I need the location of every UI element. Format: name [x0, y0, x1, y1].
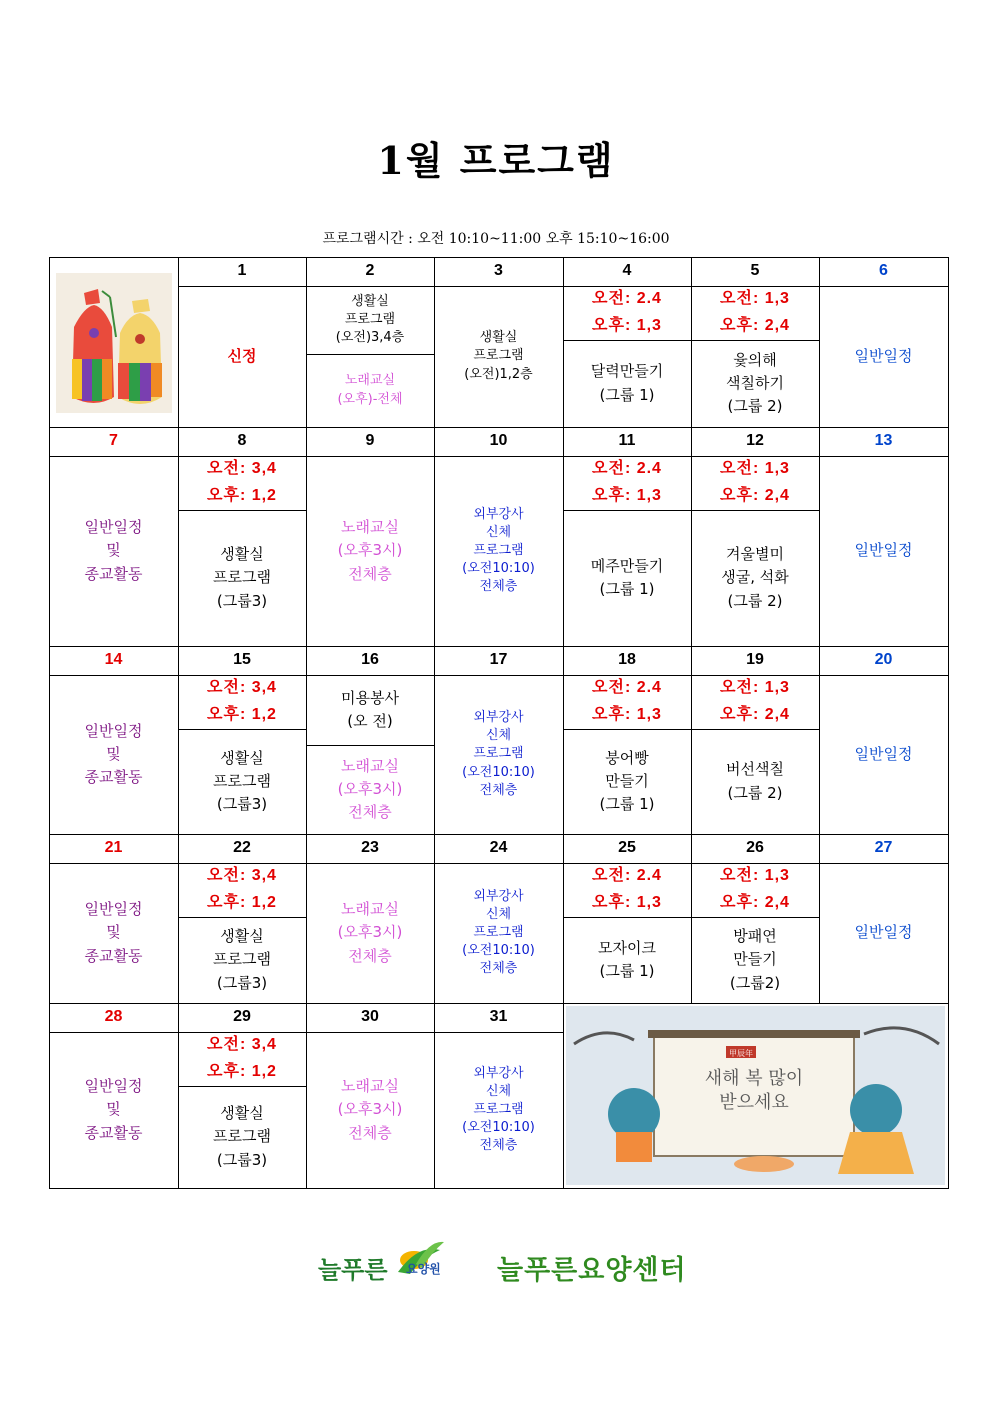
grid-line: [49, 1003, 948, 1004]
pm-group-d12: 오후: 2,4: [720, 487, 790, 505]
cell-line: 일반일정: [84, 518, 143, 537]
cell-line: 신체: [485, 728, 512, 744]
program-d26: [691, 917, 819, 1003]
grid-line: [434, 257, 435, 1003]
grid-line: [691, 340, 819, 341]
grid-line: [819, 257, 820, 1003]
cell-line: 전체층: [348, 1123, 392, 1142]
day-number-29: 29: [233, 1008, 251, 1026]
grid-line: [691, 257, 692, 1003]
cell-line: 생활실: [220, 545, 264, 564]
program-d15: [178, 729, 306, 834]
day-number-18: 18: [618, 651, 636, 669]
program-time: 프로그램시간 : 오전 10:10~11:00 오후 15:10~16:00: [322, 231, 670, 247]
cell-line: 신체: [485, 524, 512, 540]
grid-line: [49, 427, 948, 428]
cell-line: 윷의해: [733, 350, 777, 369]
program-d25: [563, 917, 691, 1003]
am-group-d29: 오전: 3,4: [207, 1036, 277, 1054]
cell-line: 버선색칠: [726, 760, 784, 779]
pm-group-d19: 오후: 2,4: [720, 706, 790, 724]
grid-line: [49, 257, 948, 258]
am-group-d12: 오전: 1,3: [720, 460, 790, 478]
program-d31: [434, 1032, 563, 1188]
cell-line: 종교활동: [84, 946, 143, 965]
new-year-dragon-icon: [564, 1004, 947, 1187]
page-title: 1월 프로그램: [377, 138, 615, 183]
day-number-24: 24: [489, 839, 508, 857]
program-d21: [49, 863, 178, 1003]
program-d2-top: [306, 286, 434, 354]
program-d8: [178, 510, 306, 646]
grid-line: [563, 257, 564, 1003]
day-number-13: 13: [874, 432, 893, 450]
grid-line: [178, 1003, 179, 1188]
program-d14: [49, 675, 178, 834]
cell-line: 노래교실: [341, 756, 399, 775]
cell-line: (오전10:10): [462, 1120, 535, 1136]
day-number-7: 7: [109, 432, 118, 450]
pm-group-d18: 오후: 1,3: [592, 706, 662, 724]
program-d4: [563, 340, 691, 427]
grid-line: [178, 917, 306, 918]
pm-group-d22: 오후: 1,2: [207, 894, 277, 912]
day-number-4: 4: [622, 262, 632, 280]
pm-group-d15: 오후: 1,2: [207, 706, 277, 724]
cell-line: 일반일정: [84, 721, 143, 740]
day-number-9: 9: [365, 432, 375, 450]
day-number-28: 28: [104, 1008, 123, 1026]
cell-line: (오전10:10): [462, 561, 535, 577]
grid-line: [49, 257, 50, 1188]
cell-line: (오후3시): [337, 1100, 403, 1119]
cell-line: 및: [106, 923, 121, 942]
program-d1: 신정: [227, 346, 257, 365]
am-group-d18: 오전: 2.4: [592, 679, 662, 697]
banner-line-2: 받으세요: [719, 1092, 789, 1113]
day-number-5: 5: [750, 262, 760, 280]
cell-line: 외부강사: [473, 1065, 524, 1081]
day-number-2: 2: [365, 262, 375, 280]
program-d18: [563, 729, 691, 834]
cell-line: 프로그램: [213, 771, 271, 790]
cell-line: 전체층: [479, 782, 518, 798]
cell-line: (오전)3,4층: [335, 330, 405, 346]
day-number-26: 26: [746, 839, 764, 857]
program-d9: [306, 456, 434, 646]
center-name: 늘푸른요양센터: [497, 1255, 687, 1286]
grid-line: [178, 257, 179, 1003]
day-number-16: 16: [361, 651, 379, 669]
cell-line: 노래교실: [341, 1077, 399, 1096]
cell-line: 전체층: [479, 961, 518, 977]
day-number-11: 11: [618, 432, 636, 450]
grid-line: [49, 675, 948, 676]
am-group-d4: 오전: 2.4: [592, 290, 662, 308]
cell-line: 겨울별미: [726, 545, 784, 564]
am-group-d19: 오전: 1,3: [720, 679, 790, 697]
grid-line: [178, 510, 306, 511]
program-d29: [178, 1086, 306, 1188]
grid-line: [691, 917, 819, 918]
am-group-d22: 오전: 3,4: [207, 867, 277, 885]
program-d6: 일반일정: [854, 346, 913, 365]
grid-line: [434, 1003, 435, 1188]
grid-line: [306, 1003, 307, 1188]
cell-line: (그룹3): [216, 795, 268, 814]
cell-line: 신체: [485, 906, 512, 922]
calendar-table: [49, 257, 949, 1188]
am-group-d8: 오전: 3,4: [207, 460, 277, 478]
cell-line: 노래교실: [344, 373, 396, 389]
cell-line: (그룹2): [729, 973, 781, 992]
cell-line: 전체층: [479, 579, 518, 595]
cell-line: 생활실: [479, 330, 518, 346]
footer: [0, 1228, 992, 1298]
program-d30: [306, 1032, 434, 1188]
grid-line: [563, 1003, 564, 1188]
cell-line: (그룹3): [216, 1150, 268, 1169]
cell-line: 신체: [485, 1083, 512, 1099]
cell-line: (오전10:10): [462, 764, 535, 780]
cell-line: (오전)1,2층: [464, 366, 533, 382]
am-group-d15: 오전: 3,4: [207, 679, 277, 697]
brand-logo-main: 늘푸른: [318, 1256, 388, 1284]
program-d5: [691, 340, 819, 427]
cell-line: 외부강사: [473, 506, 524, 522]
program-d12: [691, 510, 819, 646]
day-number-30: 30: [361, 1008, 379, 1026]
grid-line: [178, 1086, 306, 1087]
cell-line: 종교활동: [84, 768, 143, 787]
day-number-20: 20: [874, 651, 893, 669]
grid-line: [306, 257, 307, 1003]
program-d16-bottom: [306, 745, 434, 834]
day-number-21: 21: [104, 839, 123, 857]
program-d22: [178, 917, 306, 1003]
pm-group-d11: 오후: 1,3: [592, 487, 662, 505]
cell-line: 생활실: [351, 293, 389, 309]
day-number-3: 3: [494, 262, 503, 280]
cell-line: 만들기: [605, 771, 649, 790]
brand-logo-sub: 요양원: [406, 1262, 441, 1276]
grid-line: [563, 917, 691, 918]
am-group-d26: 오전: 1,3: [720, 867, 790, 885]
cell-line: 및: [106, 541, 121, 560]
pm-group-d29: 오후: 1,2: [207, 1063, 277, 1081]
cell-line: 붕어빵: [605, 748, 649, 767]
cell-line: 종교활동: [84, 564, 143, 583]
cell-line: 모자이크: [598, 938, 656, 957]
cell-line: 프로그램: [213, 568, 271, 587]
grid-line: [563, 510, 691, 511]
day-number-10: 10: [489, 432, 508, 450]
cell-line: 프로그램: [473, 1101, 524, 1117]
pm-group-d5: 오후: 2,4: [720, 317, 790, 335]
cell-line: 및: [106, 744, 121, 763]
program-d3: [434, 286, 563, 427]
day-number-31: 31: [489, 1008, 508, 1026]
day-number-6: 6: [879, 262, 888, 280]
cell-line: (오후)-전체: [337, 391, 403, 407]
cell-line: (오 전): [347, 712, 393, 730]
grid-line: [563, 729, 691, 730]
day-number-19: 19: [746, 651, 764, 669]
cell-line: 메주만들기: [590, 556, 664, 575]
cell-line: (오전10:10): [462, 943, 535, 959]
cell-line: 일반일정: [84, 900, 143, 919]
grid-line: [49, 646, 948, 647]
new-year-banner: [563, 1003, 948, 1188]
pm-group-d8: 오후: 1,2: [207, 487, 277, 505]
am-group-d5: 오전: 1,3: [720, 290, 790, 308]
am-group-d11: 오전: 2.4: [592, 460, 662, 478]
grid-line: [306, 354, 434, 355]
day-number-1: 1: [237, 262, 247, 280]
cell-line: 전체층: [348, 946, 392, 965]
cell-line: 생굴, 석화: [721, 568, 789, 587]
cell-line: (그룹 1): [599, 580, 655, 598]
am-group-d25: 오전: 2.4: [592, 867, 662, 885]
grid-line: [49, 456, 948, 457]
cell-line: 전체층: [348, 564, 392, 583]
cell-line: (그룹3): [216, 973, 268, 992]
cell-line: 프로그램: [344, 311, 396, 327]
day-number-22: 22: [233, 839, 251, 857]
grid-line: [563, 340, 691, 341]
cell-line: 생활실: [220, 748, 264, 767]
day-number-17: 17: [489, 651, 508, 669]
grid-line: [691, 510, 819, 511]
cell-line: 프로그램: [213, 950, 271, 969]
cell-line: 프로그램: [213, 1127, 271, 1146]
program-d2-bottom: [306, 354, 434, 427]
grid-line: [49, 834, 948, 835]
cell-line: (그룹 2): [727, 591, 783, 610]
grid-line: [691, 729, 819, 730]
grid-line: [948, 257, 949, 1189]
program-d10: [434, 456, 563, 646]
cell-line: (그룹 1): [599, 385, 655, 404]
cell-line: 방패연: [733, 927, 777, 946]
cell-line: 색칠하기: [726, 373, 784, 392]
cell-line: 프로그램: [473, 348, 524, 364]
day-number-27: 27: [874, 839, 893, 857]
cell-line: 프로그램: [473, 746, 524, 762]
day-number-23: 23: [361, 839, 379, 857]
cell-line: (그룹 2): [727, 783, 783, 802]
cell-line: 달력만들기: [590, 362, 664, 381]
cell-line: 생활실: [220, 1104, 264, 1123]
day-number-15: 15: [233, 651, 251, 669]
day-number-25: 25: [618, 839, 636, 857]
cell-line: 전체층: [479, 1138, 518, 1154]
cell-line: 노래교실: [341, 518, 399, 537]
cell-line: (오후3시): [337, 779, 403, 798]
cell-line: 생활실: [220, 927, 264, 946]
program-d27: 일반일정: [854, 923, 913, 942]
program-d20: 일반일정: [854, 744, 913, 763]
cell-line: 프로그램: [473, 924, 524, 940]
grid-line: [49, 1188, 948, 1189]
cell-line: (오후3시): [337, 923, 403, 942]
cell-line: (그룹3): [216, 591, 268, 610]
cell-line: 외부강사: [473, 888, 524, 904]
cell-line: (그룹 1): [599, 962, 655, 980]
banner-line-1: 새해 복 많이: [704, 1068, 804, 1089]
cell-line: 종교활동: [84, 1123, 143, 1142]
day-number-14: 14: [104, 651, 123, 669]
cell-line: 일반일정: [84, 1077, 143, 1096]
program-d19: [691, 729, 819, 834]
cell-line: 및: [106, 1100, 121, 1119]
program-d7: [49, 456, 178, 646]
program-d13: 일반일정: [854, 541, 913, 560]
cell-line: (그룹 1): [599, 795, 655, 814]
day-number-8: 8: [237, 432, 247, 450]
pm-group-d4: 오후: 1,3: [592, 317, 662, 335]
grid-line: [306, 745, 434, 746]
grid-line: [49, 863, 948, 864]
lucky-bag-icon: [54, 267, 174, 417]
program-d11: [563, 510, 691, 646]
grid-line: [178, 729, 306, 730]
program-d28: [49, 1032, 178, 1188]
cell-line: 전체층: [348, 803, 392, 822]
cell-line: 노래교실: [341, 900, 399, 919]
cell-line: (그룹 2): [727, 397, 783, 416]
cell-line: 만들기: [733, 950, 777, 969]
cell-line: 프로그램: [473, 542, 524, 558]
cell-line: 외부강사: [473, 710, 524, 726]
cell-line: 미용봉사: [341, 688, 399, 707]
cell-line: (오후3시): [337, 541, 403, 560]
pm-group-d26: 오후: 2,4: [720, 894, 790, 912]
pm-group-d25: 오후: 1,3: [592, 894, 662, 912]
program-d17: [434, 675, 563, 834]
program-d24: [434, 863, 563, 1003]
day-number-12: 12: [746, 432, 764, 450]
lucky-bag-image: [49, 257, 178, 427]
banner-badge: 甲辰年: [729, 1049, 753, 1058]
program-d23: [306, 863, 434, 1003]
program-d16-top: [306, 675, 434, 745]
